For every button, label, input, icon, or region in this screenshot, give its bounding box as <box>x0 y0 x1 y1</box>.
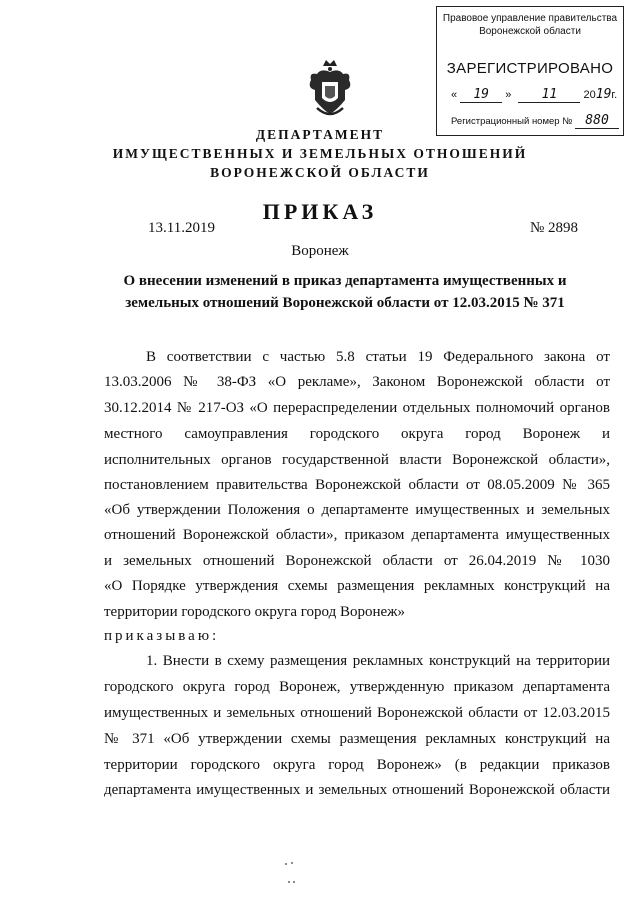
body-line: 13.03.2006 № 38-ФЗ «О рекламе», Законом Воронежской области от <box>104 374 610 390</box>
body-line: 1. Внести в схему размещения рекламных конструкций на территории <box>146 653 610 669</box>
stamp-org-line: Воронежской области <box>479 26 581 37</box>
stamp-date-year: 19 <box>595 87 612 102</box>
stamp-reg-label: Регистрационный номер № <box>451 116 573 127</box>
body-line: департамента имущественных и земельных отношений Воронежской области <box>104 782 610 798</box>
body-line: и земельных отношений Воронежской области от 26.04.2019 № 1030 <box>104 553 610 569</box>
order-city: Воронеж <box>291 243 349 259</box>
stamp-date <box>451 87 617 103</box>
department-title-line: ИМУЩЕСТВЕННЫХ И ЗЕМЕЛЬНЫХ ОТНОШЕНИЙ <box>112 146 528 161</box>
order-number: № 2898 <box>530 220 579 236</box>
body-line: городского округа город Воронеж, утвержденную приказом департамента <box>104 679 610 695</box>
department-title-line: ВОРОНЕЖСКОЙ ОБЛАСТИ <box>210 165 430 180</box>
document-type-title: ПРИКАЗ <box>262 199 378 224</box>
body-line: территории городского округа город Воронеж» <box>104 604 406 620</box>
stamp-date-year-prefix: 20 <box>583 89 596 101</box>
stamp-organization <box>437 12 623 38</box>
body-line: № 371 «Об утверждении схемы размещения рекламных конструкций на <box>104 731 610 747</box>
body-line: местного самоуправления городского округа город Воронеж и <box>104 426 610 442</box>
stamp-date-open: « <box>451 89 458 101</box>
body-line: территории городского округа город Воронеж» (в редакции приказов <box>104 757 610 773</box>
department-title-line: ДЕПАРТАМЕНТ <box>255 127 385 142</box>
stamp-registered-label: ЗАРЕГИСТРИРОВАНО <box>446 60 614 77</box>
stamp-org-line: Правовое управление правительства <box>442 13 618 24</box>
order-subject-line: земельных отношений Воронежской области от 12.03.2015 № 371 <box>125 295 565 311</box>
body-line-directive: приказываю: <box>104 628 220 644</box>
body-line: отношений Воронежской области», приказом департамента имущественных <box>104 527 610 543</box>
body-line: постановлением правительства Воронежской области от 08.05.2009 № 365 <box>104 477 610 493</box>
order-date: 13.11.2019 <box>148 220 215 236</box>
stamp-date-close: » <box>505 89 512 101</box>
registration-stamp <box>436 6 624 136</box>
coat-of-arms-emblem <box>307 58 353 120</box>
body-line: «О Порядке утверждения схемы размещения рекламных конструкций на <box>104 578 610 594</box>
body-line: В соответствии с частью 5.8 статьи 19 Федерального закона от <box>146 349 610 365</box>
body-line: имущественных и земельных отношений Воронежской области от 12.03.2015 <box>104 705 610 721</box>
body-line: исполнительных органов государственной власти Воронежской области», <box>104 452 610 468</box>
body-line: 30.12.2014 № 217-ОЗ «О перераспределении отдельных полномочий органов <box>104 400 610 416</box>
body-line: «Об утверждении Положения о департаменте имущественных и земельных <box>104 502 610 518</box>
order-subject-line: О внесении изменений в приказ департамента имущественных и <box>123 273 567 289</box>
stamp-date-month: 11 <box>518 87 580 103</box>
stamp-date-day: 19 <box>460 87 502 103</box>
stamp-date-suffix: г. <box>611 89 618 101</box>
stamp-reg-value: 880 <box>575 113 619 129</box>
scan-speck <box>270 858 310 888</box>
